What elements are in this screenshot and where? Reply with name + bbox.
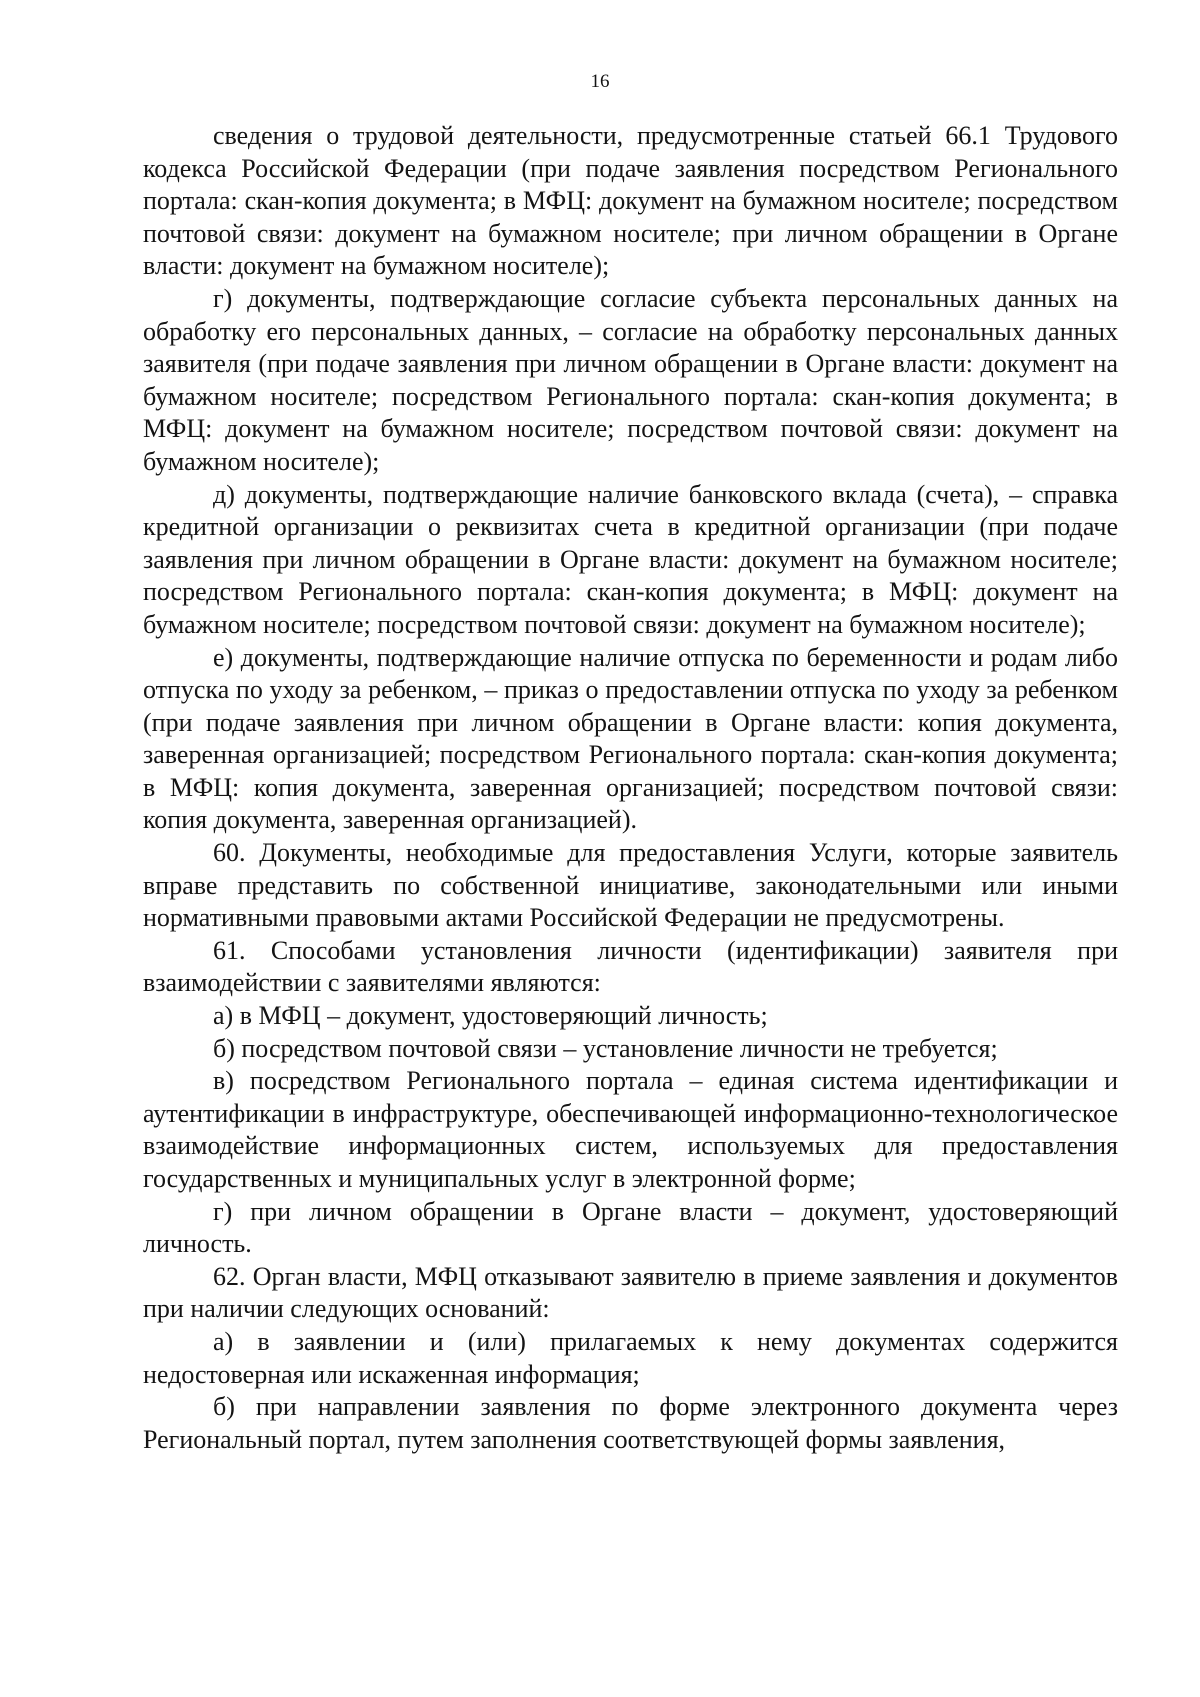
paragraph-clause-62-a: а) в заявлении и (или) прилагаемых к нему документах содержится недостоверная или искаженная информация; — [143, 1326, 1118, 1389]
page-number: 16 — [590, 71, 610, 92]
paragraph-clause-62: 62. Орган власти, МФЦ отказывают заявителю в приеме заявления и документов при наличии следующих оснований: — [143, 1261, 1118, 1324]
paragraph-clause-60: 60. Документы, необходимые для предоставления Услуги, которые заявитель вправе представить по собственной инициативе, законодательными или иными нормативными правовыми актами Российской Федерации не предусмотрены. — [143, 838, 1118, 933]
paragraph-continuation-employment-info: сведения о трудовой деятельности, предусмотренные статьей 66.1 Трудового кодекса Российской Федерации (при подаче заявления посредством Регионального портала: скан-копия документа; в МФЦ: документ на бумажном носителе; посредством почтовой связи: документ на бумажном носителе; при личном обращении в Органе власти: документ на бумажном носителе); — [143, 121, 1118, 281]
paragraph-item-e-leave: е) документы, подтверждающие наличие отпуска по беременности и родам либо отпуска по уходу за ребенком, – приказ о предоставлении отпуска по уходу за ребенком (при подаче заявления при личном обращении в Органе власти: копия документа, заверенная организацией; посредством Регионального портала: скан-копия документа; в МФЦ: копия документа, заверенная организацией; посредством почтовой связи: копия документа, заверенная организацией). — [143, 642, 1118, 835]
paragraph-item-d-bank-account: д) документы, подтверждающие наличие банковского вклада (счета), – справка кредитной организации о реквизитах счета в кредитной организации (при подаче заявления при личном обращении в Органе власти: документ на бумажном носителе; посредством Регионального портала: скан-копия документа; в МФЦ: документ на бумажном носителе; посредством почтовой связи: документ на бумажном носителе); — [143, 479, 1118, 639]
document-body — [143, 120, 1118, 1456]
paragraph-item-g-consent: г) документы, подтверждающие согласие субъекта персональных данных на обработку его персональных данных, – согласие на обработку персональных данных заявителя (при подаче заявления при личном обращении в Органе власти: документ на бумажном носителе; посредством Регионального портала: скан-копия документа; в МФЦ: документ на бумажном носителе; посредством почтовой связи: документ на бумажном носителе); — [143, 283, 1118, 476]
paragraph-clause-61-a: а) в МФЦ – документ, удостоверяющий личность; — [213, 1001, 768, 1031]
paragraph-clause-61-v: в) посредством Регионального портала – единая система идентификации и аутентификации в инфраструктуре, обеспечивающей информационно-технологическое взаимодействие информационных систем, используемых для предоставления государственных и муниципальных услуг в электронной форме; — [143, 1066, 1118, 1193]
paragraph-clause-61-g: г) при личном обращении в Органе власти – документ, удостоверяющий личность. — [143, 1196, 1118, 1259]
paragraph-clause-61: 61. Способами установления личности (идентификации) заявителя при взаимодействии с заявителями являются: — [143, 935, 1118, 998]
paragraph-clause-62-b: б) при направлении заявления по форме электронного документа через Региональный портал, путем заполнения соответствующей формы заявления, — [143, 1392, 1118, 1454]
paragraph-clause-61-b: б) посредством почтовой связи – установление личности не требуется; — [213, 1033, 998, 1063]
